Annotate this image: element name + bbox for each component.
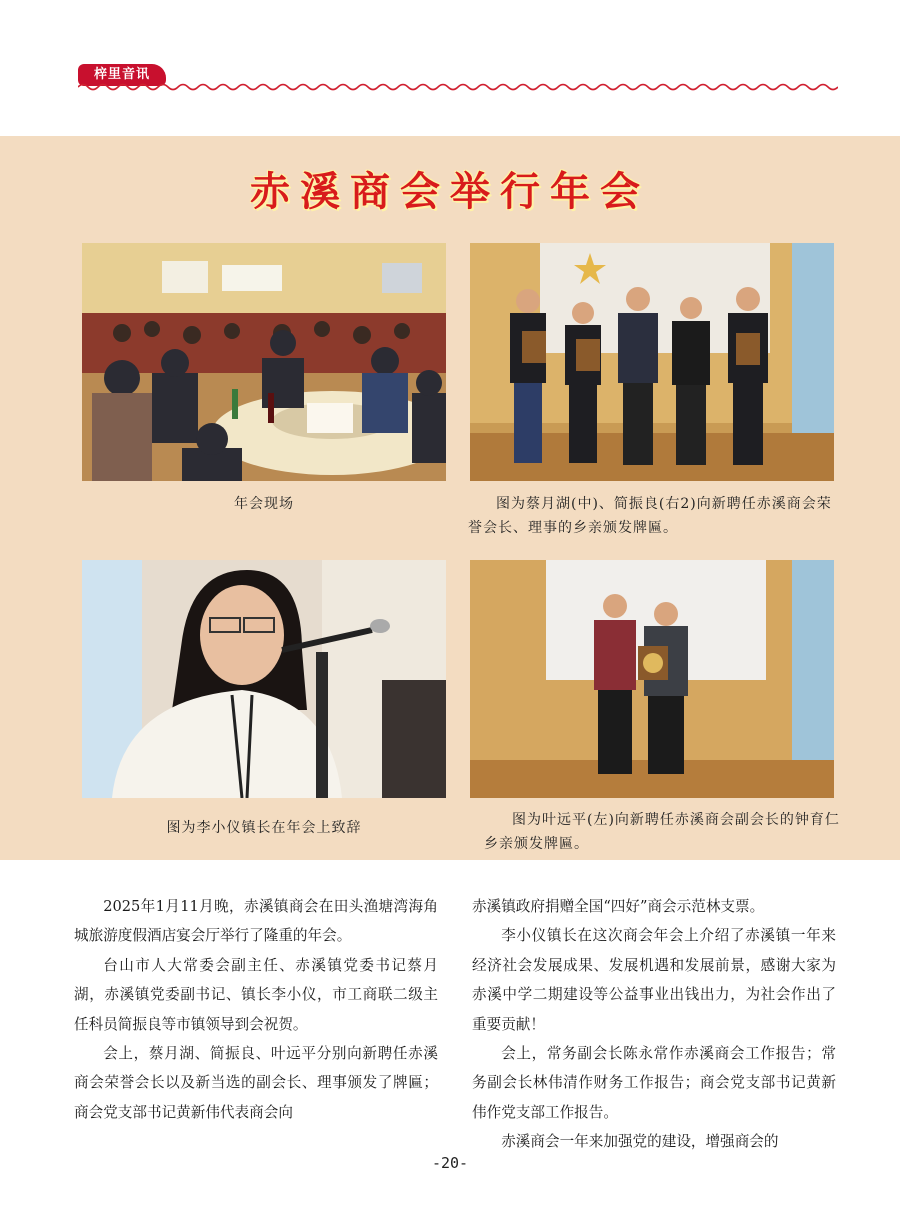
caption-speaker: 图为李小仪镇长在年会上致辞 xyxy=(166,820,362,836)
article-paragraph: 会上，蔡月湖、简振良、叶远平分别向新聘任赤溪商会荣誉会长以及新当选的副会长、理事颁发了牌匾；商会党支部书记黄新伟代表商会向 xyxy=(74,1045,438,1121)
article-paragraph: 台山市人大常委会副主任、赤溪镇党委书记蔡月湖，赤溪镇党委副书记、镇长李小仪，市工商联二级主任科员简振良等市镇领导到会祝贺。 xyxy=(74,956,438,1033)
article-left-column xyxy=(74,892,438,1127)
article-paragraph: 2025年1月11月晚，赤溪镇商会在田头渔塘湾海角城旅游度假酒店宴会厅举行了隆重的年会。 xyxy=(74,898,438,945)
photo-speaker xyxy=(82,560,446,798)
decorative-wave-divider xyxy=(78,82,838,92)
feature-title: 赤溪商会举行年会 xyxy=(250,169,650,215)
caption-vice-president-plaque: 图为叶远平(左)向新聘任赤溪商会副会长的钟育仁乡亲颁发牌匾。 xyxy=(484,812,840,852)
section-badge: 梓里音讯 xyxy=(78,64,166,86)
page-number: -20- xyxy=(431,1154,469,1172)
feature-panel xyxy=(0,136,900,860)
photo-plaque-group xyxy=(470,243,834,481)
article-paragraph-continuation: 赤溪镇政府捐赠全国“四好”商会示范林支票。 xyxy=(472,898,765,915)
article-right-column xyxy=(472,892,836,1157)
article-paragraph: 赤溪商会一年来加强党的建设，增强商会的 xyxy=(501,1133,779,1151)
caption-banquet-scene: 年会现场 xyxy=(234,496,294,512)
photo-vice-president-plaque xyxy=(470,560,834,798)
photo-banquet-scene xyxy=(82,243,446,481)
article-paragraph: 会上，常务副会长陈永常作赤溪商会工作报告；常务副会长林伟清作财务工作报告；商会党支部书记黄新伟作党支部工作报告。 xyxy=(472,1045,836,1121)
article-paragraph: 李小仪镇长在这次商会年会上介绍了赤溪镇一年来经济社会发展成果、发展机遇和发展前景，感谢大家为赤溪中学二期建设等公益事业出钱出力，为社会作出了重要贡献！ xyxy=(472,927,836,1033)
caption-plaque-group: 图为蔡月湖(中)、简振良(右2)向新聘任赤溪商会荣誉会长、理事的乡亲颁发牌匾。 xyxy=(468,496,832,536)
